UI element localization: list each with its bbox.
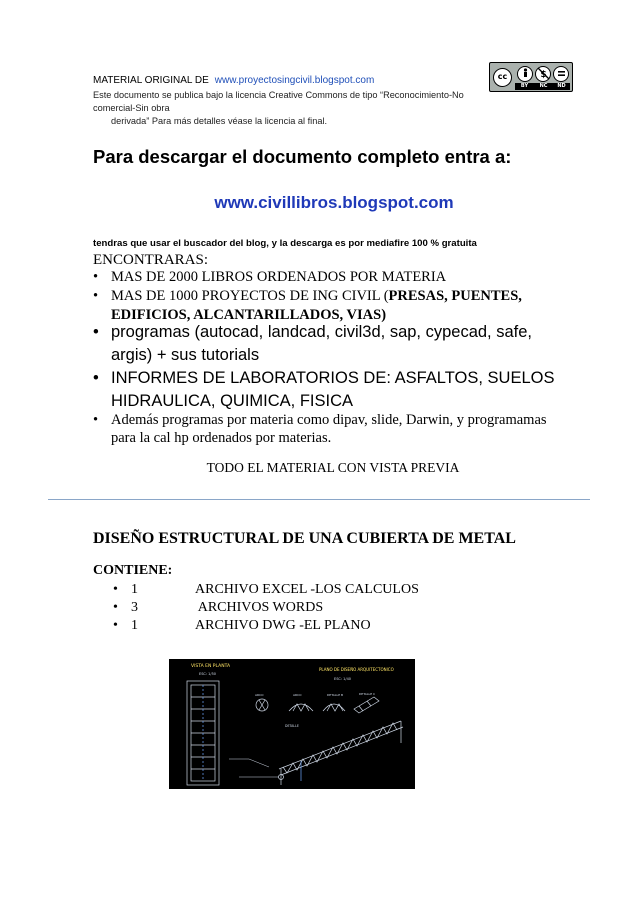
list-item <box>113 617 419 635</box>
attribution-icon <box>517 66 533 82</box>
no-derivatives-icon <box>553 66 569 82</box>
callout-label: ARCO <box>293 693 302 697</box>
contents-list <box>113 581 419 635</box>
svg-text:$: $ <box>539 70 547 80</box>
license-line-2: derivada” Para más detalles véase la licencia al final. <box>111 116 328 126</box>
contiene-heading: CONTIENE: <box>93 563 173 578</box>
feature-text: MAS DE 2000 LIBROS ORDENADOS POR MATERIA <box>111 269 447 285</box>
list-item: • programas (autocad, landcad, civil3d, sap, cypecad, safe, argis) + sus tutorials <box>93 321 573 367</box>
callout-label: DETALLE B <box>327 693 344 697</box>
feature-bold-text: PRESAS, PUENTES, EDIFICIOS, ALCANTARILLADOS, VIAS) <box>111 288 522 323</box>
list-item <box>113 599 419 617</box>
page-title: Para descargar el documento completo entra a: <box>93 146 512 167</box>
callout-label: DETALLE C <box>359 692 376 696</box>
noncommercial-icon <box>535 66 551 82</box>
download-note: tendras que usar el buscador del blog, y la descarga es por mediafire 100 % gratuita <box>93 238 477 249</box>
callout-label: ARCO <box>255 693 264 697</box>
detail-label: DETALLE <box>285 724 299 728</box>
right-scale: ESC: 1/40 <box>334 677 352 681</box>
section-divider <box>48 499 590 500</box>
content-desc: ARCHIVO EXCEL -LOS CALCULOS <box>195 582 419 597</box>
preview-note: TODO EL MATERIAL CON VISTA PREVIA <box>206 460 460 475</box>
plan-scale: ESC: 1/50 <box>199 672 217 676</box>
feature-text: MAS DE 1000 PROYECTOS DE ING CIVIL ( <box>111 288 389 304</box>
right-title: PLANO DE DISEÑO ARQUITECTONICO <box>319 667 394 672</box>
content-desc: ARCHIVOS WORDS <box>195 600 324 615</box>
license-line-1: Este documento se publica bajo la licencia Creative Commons de tipo “Reconocimiento-No comercial-Sin obra <box>93 90 464 113</box>
list-item <box>93 287 573 325</box>
cad-drawing-svg <box>169 659 415 789</box>
list-item <box>113 581 419 599</box>
content-qty: 3 <box>131 600 138 615</box>
list-item: • Además programas por materia como dipav, slide, Darwin, y programamas para la cal hp ordenados por materias. <box>93 411 573 447</box>
nd-label: ND <box>553 83 570 90</box>
plan-title: VISTA EN PLANTA <box>191 664 231 669</box>
design-title: DISEÑO ESTRUCTURAL DE UNA CUBIERTA DE METAL <box>93 530 516 547</box>
nc-label: NC <box>534 83 553 90</box>
content-qty: 1 <box>131 618 138 633</box>
license-notice <box>93 89 473 128</box>
content-qty: 1 <box>131 582 138 597</box>
feature-list-c <box>93 411 573 447</box>
by-label: BY <box>515 83 534 90</box>
source-link[interactable]: www.proyectosingcivil.blogspot.com <box>214 75 375 86</box>
download-link[interactable]: www.civillibros.blogspot.com <box>214 193 454 212</box>
material-label: MATERIAL ORIGINAL DE <box>93 75 209 86</box>
feature-list-b <box>93 321 573 413</box>
cad-drawing-preview <box>169 659 415 789</box>
cc-icon: cc <box>493 68 512 87</box>
list-item <box>93 268 573 287</box>
content-desc: ARCHIVO DWG -EL PLANO <box>195 618 371 633</box>
list-item: • INFORMES DE LABORATORIOS DE: ASFALTOS, SUELOS HIDRAULICA, QUIMICA, FISICA <box>93 367 573 413</box>
encontraras-heading: ENCONTRARAS: <box>93 252 209 268</box>
header-source <box>93 75 374 86</box>
creative-commons-badge <box>489 62 573 92</box>
feature-list-a <box>93 268 573 325</box>
